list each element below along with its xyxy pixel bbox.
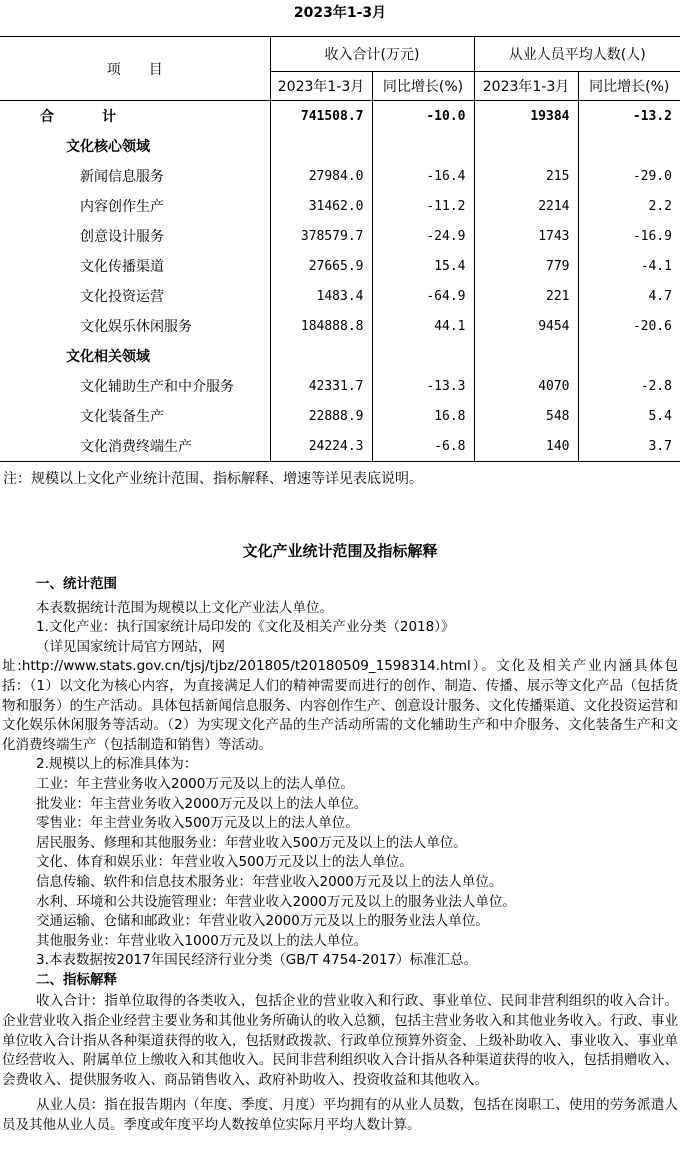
table-row bbox=[0, 161, 680, 191]
standard-item: 水利、环境和公共设施管理业：年营业收入2000万元及以上的服务业法人单位。 bbox=[36, 893, 516, 910]
standard-item: 工业：年主营业务收入2000万元及以上的法人单位。 bbox=[36, 775, 354, 792]
row-employees-growth: -29.0 bbox=[578, 161, 680, 191]
row-employees: 140 bbox=[474, 431, 578, 462]
row-employees-growth: 5.4 bbox=[578, 401, 680, 431]
total-employees: 19384 bbox=[474, 101, 578, 132]
paragraph: 收入合计：指单位取得的各类收入，包括企业的营业收入和行政、事业单位、民间非营利组织的收入合计。企业营业收入指企业经营主要业务和其他业务所确认的收入总额，包括主营业务收入和其他业务收入。行政、事业单位收入合计指从各种渠道获得的收入，包括财政拨款、行政单位预算外资金、上级补助收入、事业收入、事业单位经营收入、附属单位上缴收入和其他收入。民间非营利组织收入合计指从各种渠道获得的收入，包括捐赠收入、会费收入、提供服务收入、商品销售收入、政府补助收入、投资收益和其他收入。 bbox=[2, 993, 678, 1088]
row-employees-growth: -20.6 bbox=[578, 311, 680, 341]
standard-item: 其他服务业：年营业收入1000万元及以上的法人单位。 bbox=[36, 932, 368, 949]
row-name: 文化消费终端生产 bbox=[0, 431, 270, 462]
standard-item: 信息传输、软件和信息技术服务业：年营业收入2000万元及以上的法人单位。 bbox=[36, 873, 503, 890]
header-employee-growth: 同比增长(%) bbox=[578, 72, 680, 101]
table-row bbox=[0, 191, 680, 221]
total-revenue: 741508.7 bbox=[270, 101, 372, 132]
standard-item: 文化、体育和娱乐业：年营业收入500万元及以上的法人单位。 bbox=[36, 854, 413, 871]
table-row bbox=[0, 221, 680, 251]
table-period-title: 2023年1-3月 bbox=[293, 5, 387, 21]
paragraph: 从业人员：指在报告期内（年度、季度、月度）平均拥有的从业人员数，包括在岗职工、使用的劳务派遣人员及其他从业人员。季度或年度平均人数按单位实际月平均人数计算。 bbox=[2, 1097, 678, 1134]
total-employees-growth: -13.2 bbox=[578, 101, 680, 132]
row-revenue-growth: 16.8 bbox=[372, 401, 474, 431]
row-revenue-growth: -13.3 bbox=[372, 371, 474, 401]
header-revenue-group: 收入合计(万元) bbox=[270, 37, 474, 72]
table-row bbox=[0, 281, 680, 311]
row-revenue-growth: -24.9 bbox=[372, 221, 474, 251]
table-row-section-core bbox=[0, 131, 680, 161]
row-revenue: 27984.0 bbox=[270, 161, 372, 191]
row-name: 新闻信息服务 bbox=[80, 169, 164, 185]
header-employee-period: 2023年1-3月 bbox=[474, 72, 578, 101]
paragraph: 3.本表数据按2017年国民经济行业分类（GB/T 4754-2017）标准汇总。 bbox=[36, 952, 478, 969]
row-employees-growth: -16.9 bbox=[578, 221, 680, 251]
standard-item: 零售业：年主营业务收入500万元及以上的法人单位。 bbox=[36, 815, 359, 832]
table-row bbox=[0, 251, 680, 281]
row-name: 文化传播渠道 bbox=[80, 259, 164, 275]
row-revenue: 1483.4 bbox=[270, 281, 372, 311]
header-item: 项 目 bbox=[0, 37, 270, 101]
doc-body bbox=[2, 575, 678, 1136]
row-revenue-growth: 44.1 bbox=[372, 311, 474, 341]
row-employees-growth: 2.2 bbox=[578, 191, 680, 221]
row-employees: 779 bbox=[474, 251, 578, 281]
row-employees: 215 bbox=[474, 161, 578, 191]
row-employees-growth: 4.7 bbox=[578, 281, 680, 311]
row-employees-growth: -2.8 bbox=[578, 371, 680, 401]
standard-item: 居民服务、修理和其他服务业：年营业收入500万元及以上的法人单位。 bbox=[36, 834, 467, 851]
row-revenue-growth: 15.4 bbox=[372, 251, 474, 281]
table-row bbox=[0, 311, 680, 341]
row-revenue: 27665.9 bbox=[270, 251, 372, 281]
table-row bbox=[0, 401, 680, 431]
table-row-total bbox=[0, 101, 680, 132]
paragraph: 址:http://www.stats.gov.cn/tjsj/tjbz/201805/t20180509_1598314.html）。文化及相关产业内涵具体包括：（1）以文化为核心内容，为直接满足人们的精神需要而进行的创作、制造、传播、展示等文化产品（包括货物和服务）的生产活动。具体包括新闻信息服务、内容创作生产、创意设计服务、文化传播渠道、文化投资运营和文化娱乐休闲服务等活动。（2）为实现文化产品的生产活动所需的文化辅助生产和中介服务、文化装备生产和文化消费终端生产（包括制造和销售）等活动。 bbox=[2, 658, 678, 753]
row-revenue-growth: -64.9 bbox=[372, 281, 474, 311]
paragraph: 2.规模以上的标准具体为： bbox=[36, 756, 198, 773]
table-note: 注：规模以上文化产业统计范围、指标解释、增速等详见表底说明。 bbox=[3, 471, 423, 487]
row-employees: 4070 bbox=[474, 371, 578, 401]
row-revenue: 31462.0 bbox=[270, 191, 372, 221]
row-name: 创意设计服务 bbox=[80, 229, 164, 245]
header-revenue-growth: 同比增长(%) bbox=[372, 72, 474, 101]
section-core-label: 文化核心领域 bbox=[66, 139, 150, 155]
row-name: 文化娱乐休闲服务 bbox=[80, 319, 192, 335]
paragraph: 本表数据统计范围为规模以上文化产业法人单位。 bbox=[36, 599, 333, 616]
total-label: 合 计 bbox=[40, 109, 118, 125]
paragraph: （详见国家统计局官方网站，网 bbox=[36, 638, 225, 655]
row-revenue: 378579.7 bbox=[270, 221, 372, 251]
doc-title: 文化产业统计范围及指标解释 bbox=[242, 542, 438, 560]
section-related-label: 文化相关领域 bbox=[66, 349, 150, 365]
row-revenue: 22888.9 bbox=[270, 401, 372, 431]
header-revenue-period: 2023年1-3月 bbox=[270, 72, 372, 101]
standard-item: 批发业：年主营业务收入2000万元及以上的法人单位。 bbox=[36, 795, 368, 812]
paragraph: 1.文化产业：执行国家统计局印发的《文化及相关产业分类（2018）》 bbox=[36, 619, 455, 636]
row-revenue: 184888.8 bbox=[270, 311, 372, 341]
header-employee-group: 从业人员平均人数(人) bbox=[474, 37, 680, 72]
table-row-section-related bbox=[0, 341, 680, 371]
section-heading: 二、指标解释 bbox=[36, 971, 117, 988]
row-revenue-growth: -16.4 bbox=[372, 161, 474, 191]
standard-item: 交通运输、仓储和邮政业：年营业收入2000万元及以上的服务业法人单位。 bbox=[36, 913, 489, 930]
total-revenue-growth: -10.0 bbox=[372, 101, 474, 132]
row-employees: 548 bbox=[474, 401, 578, 431]
row-employees: 221 bbox=[474, 281, 578, 311]
section-heading: 一、统计范围 bbox=[36, 576, 117, 592]
table-row bbox=[0, 431, 680, 462]
row-revenue-growth: -11.2 bbox=[372, 191, 474, 221]
row-name: 内容创作生产 bbox=[80, 199, 164, 215]
row-revenue: 24224.3 bbox=[270, 431, 372, 462]
row-employees: 9454 bbox=[474, 311, 578, 341]
row-revenue-growth: -6.8 bbox=[372, 431, 474, 462]
row-name: 文化投资运营 bbox=[80, 289, 164, 305]
row-employees-growth: 3.7 bbox=[578, 431, 680, 462]
row-employees-growth: -4.1 bbox=[578, 251, 680, 281]
row-employees: 2214 bbox=[474, 191, 578, 221]
culture-industry-table bbox=[0, 36, 680, 462]
row-name: 文化辅助生产和中介服务 bbox=[80, 379, 234, 395]
row-revenue: 42331.7 bbox=[270, 371, 372, 401]
row-employees: 1743 bbox=[474, 221, 578, 251]
row-name: 文化装备生产 bbox=[80, 409, 164, 425]
table-row bbox=[0, 371, 680, 401]
